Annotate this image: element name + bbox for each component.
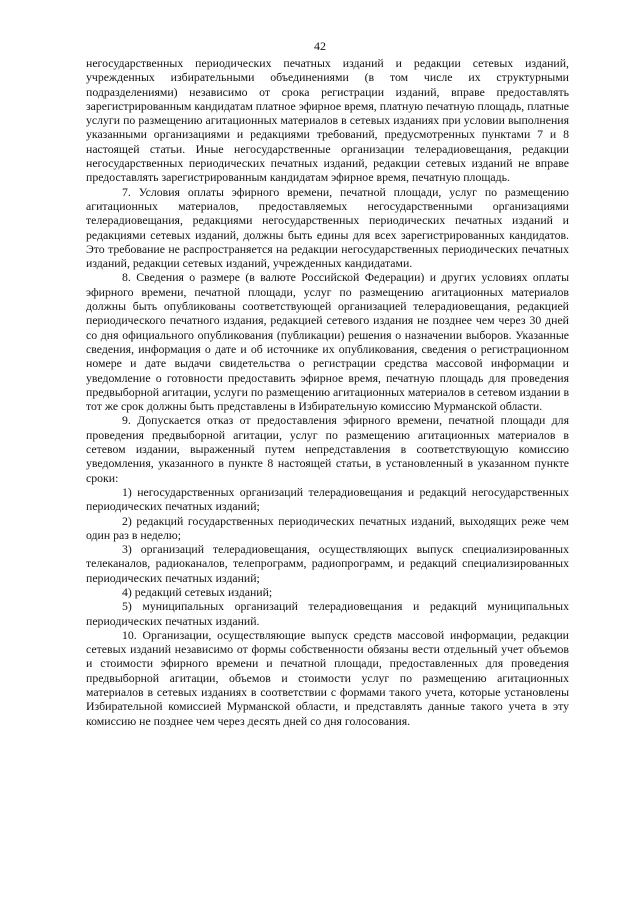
list-item-4: 4) редакций сетевых изданий; xyxy=(122,584,273,599)
paragraph-7: 7. Условия оплаты эфирного времени, печатной площади, услуг по размещению агитационных материалов, предоставляемых негосударственными организациями телерадиовещания, редакциями негосударственных периодических печатных изданий и редакциями сетевых изданий, должны быть едины для всех зарегистрированных кандидатов. Это требование не распространяется на редакции негосударственных периодических печатных изданий, редакции сетевых изданий, учрежденных кандидатами. xyxy=(86,184,569,271)
paragraph-9: 9. Допускается отказ от предоставления эфирного времени, печатной площади для проведения предвыборной агитации, услуг по размещению агитационных материалов в сетевом издании, выраженный путем непредставления в соответствующую комиссию уведомления, указанного в пункте 8 настоящей статьи, в установленный в указанном пункте сроки: xyxy=(86,413,569,485)
list-item-2: 2) редакций государственных периодических печатных изданий, выходящих реже чем один раз в неделю; xyxy=(86,513,569,542)
paragraph-continuation: негосударственных периодических печатных изданий и редакции сетевых изданий, учрежденных избирательными объединениями (в том числе их структурными подразделениями) независимо от срока регистрации изданий, вправе предоставлять зарегистрированным кандидатам платное эфирное время, платную печатную площадь, платные услуги по размещению агитационных материалов в сетевых изданиях при условии выполнения указанными организациями и редакциями требований, предусмотренных пунктами 7 и 8 настоящей статьи. Иные негосударственные организации телерадиовещания, редакции негосударственных периодических печатных изданий, редакции сетевых изданий не вправе предоставлять зарегистрированным кандидатам эфирное время, печатную площадь. xyxy=(86,56,569,185)
paragraph-10: 10. Организации, осуществляющие выпуск средств массовой информации, редакции сетевых изданий независимо от формы собственности обязаны вести отдельный учет объемов и стоимости эфирного времени и печатной площади, предоставленных для проведения предвыборной агитации, объемов и стоимости услуг по размещению агитационных материалов в сетевых изданиях в соответствии с формами такого учета, которые установлены Избирательной комиссией Мурманской области, и представлять данные такого учета в эту комиссию не позднее чем через десять дней со дня голосования. xyxy=(86,627,569,728)
list-item-5: 5) муниципальных организаций телерадиовещания и редакций муниципальных периодических печатных изданий. xyxy=(86,599,569,628)
list-item-3: 3) организаций телерадиовещания, осуществляющих выпуск специализированных телеканалов, радиоканалов, телепрограмм, радиопрограмм, и редакций специализированных периодических печатных изданий; xyxy=(86,542,569,585)
list-item-1: 1) негосударственных организаций телерадиовещания и редакций негосударственных периодических печатных изданий; xyxy=(86,484,569,514)
page-number: 42 xyxy=(314,39,326,53)
paragraph-8: 8. Сведения о размере (в валюте Российской Федерации) и других условиях оплаты эфирного времени, печатной площади, услуг по размещению агитационных материалов должны быть опубликованы соответствующей организацией телерадиовещания, редакцией периодического печатного издания, редакцией сетевого издания не позднее чем через 30 дней со дня официального опубликования (публикации) решения о назначении выборов. Указанные сведения, информация о дате и об источнике их опубликования, сведения о регистрационном номере и дате выдачи свидетельства о регистрации средства массовой информации и уведомление о готовности предоставить эфирное время, печатную площадь для проведения предвыборной агитации, услуги по размещению агитационных материалов в сетевом издании в тот же срок должны быть представлены в Избирательную комиссию Мурманской области. xyxy=(86,270,570,414)
document-body xyxy=(86,56,569,728)
